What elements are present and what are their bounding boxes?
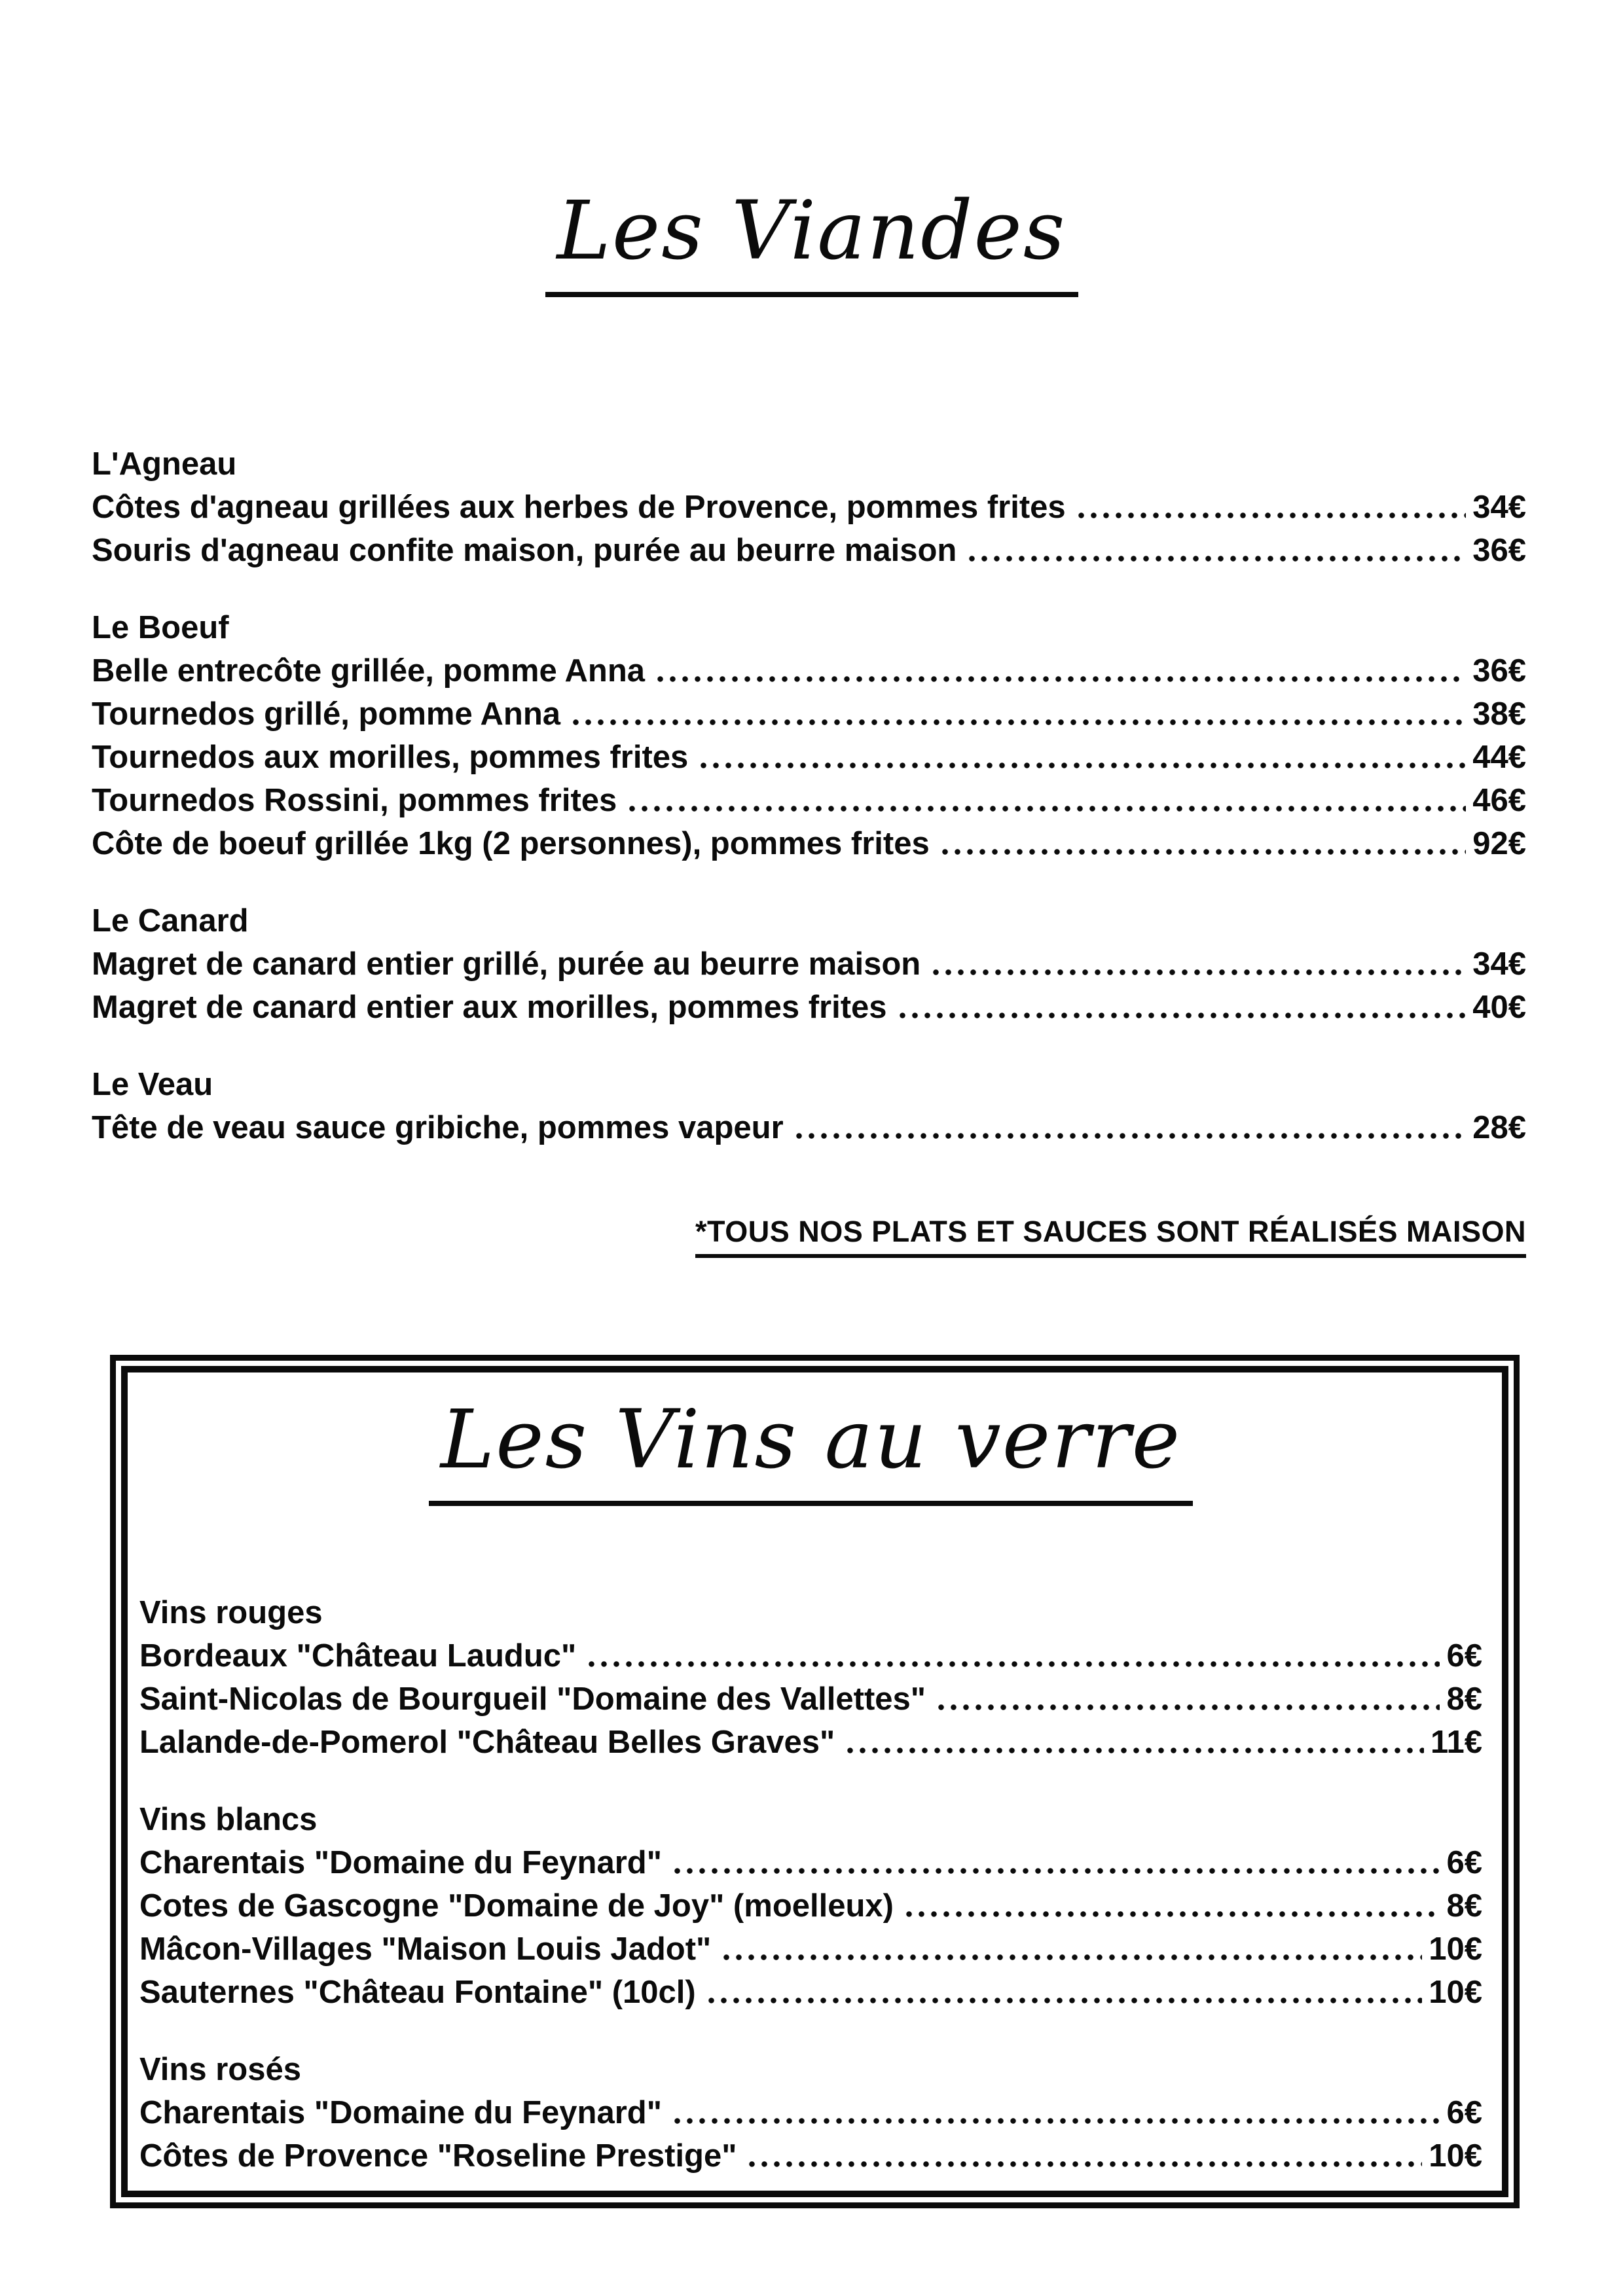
- menu-item: [139, 1971, 1482, 2014]
- dot-leader: [930, 969, 1466, 975]
- dot-leader: [793, 1133, 1467, 1139]
- item-price: 38€: [1472, 696, 1526, 732]
- item-name: Bordeaux "Château Lauduc": [139, 1638, 577, 1674]
- section-heading: L'Agneau: [92, 446, 237, 482]
- menu-item: [92, 822, 1526, 865]
- section-heading: Le Veau: [92, 1067, 213, 1102]
- dot-leader: [939, 849, 1466, 855]
- item-name: Magret de canard entier aux morilles, pommes frites: [92, 990, 887, 1025]
- dot-leader: [935, 1704, 1440, 1710]
- section-heading: Le Boeuf: [92, 610, 229, 645]
- item-name: Souris d'agneau confite maison, purée au beurre maison: [92, 533, 957, 568]
- item-price: 6€: [1446, 1845, 1482, 1880]
- dot-leader: [903, 1911, 1440, 1917]
- dot-leader: [844, 1748, 1424, 1753]
- item-price: 46€: [1472, 783, 1526, 818]
- item-name: Tournedos aux morilles, pommes frites: [92, 740, 689, 775]
- item-price: 28€: [1472, 1110, 1526, 1145]
- menu-item: [139, 1928, 1482, 1971]
- section-vins-blancs: [139, 1798, 1482, 2014]
- dot-leader: [626, 806, 1466, 812]
- item-price: 6€: [1446, 1638, 1482, 1674]
- vins-box-outer-frame: [110, 1355, 1520, 2208]
- menu-item: [92, 1106, 1526, 1149]
- menu-item: [92, 486, 1526, 529]
- menu-item: [92, 529, 1526, 572]
- vins-title: Les Vins au verre: [429, 1391, 1193, 1506]
- item-name: Côtes de Provence "Roseline Prestige": [139, 2138, 737, 2174]
- menu-item: [139, 1721, 1482, 1764]
- section-boeuf: [92, 606, 1526, 865]
- item-name: Côte de boeuf grillée 1kg (2 personnes), pommes frites: [92, 826, 930, 861]
- item-name: Mâcon-Villages "Maison Louis Jadot": [139, 1931, 712, 1967]
- section-heading: Vins blancs: [139, 1802, 318, 1837]
- section-canard: [92, 899, 1526, 1029]
- vins-box-inner-frame: [121, 1366, 1508, 2197]
- dot-leader: [705, 1998, 1423, 2003]
- item-price: 10€: [1429, 1975, 1482, 2010]
- dot-leader: [896, 1013, 1467, 1018]
- item-name: Lalande-de-Pomerol "Château Belles Graves": [139, 1725, 835, 1760]
- item-name: Tournedos Rossini, pommes frites: [92, 783, 617, 818]
- item-name: Belle entrecôte grillée, pomme Anna: [92, 653, 646, 689]
- item-price: 6€: [1446, 2095, 1482, 2130]
- menu-item: [139, 1677, 1482, 1721]
- item-price: 11€: [1430, 1725, 1482, 1760]
- item-price: 92€: [1472, 826, 1526, 861]
- item-name: Charentais "Domaine du Feynard": [139, 1845, 662, 1880]
- dot-leader: [671, 1868, 1440, 1874]
- menu-item: [139, 2091, 1482, 2134]
- section-vins-roses: [139, 2048, 1482, 2178]
- dot-leader: [671, 2118, 1440, 2124]
- viandes-title-wrap: [0, 0, 1623, 297]
- menu-item: [92, 942, 1526, 986]
- dot-leader: [966, 556, 1466, 562]
- item-price: 10€: [1429, 1931, 1482, 1967]
- dot-leader: [585, 1661, 1440, 1667]
- menu-item: [139, 1884, 1482, 1928]
- menu-content: [0, 442, 1623, 2208]
- item-name: Charentais "Domaine du Feynard": [139, 2095, 662, 2130]
- menu-item: [92, 649, 1526, 692]
- item-name: Tournedos grillé, pomme Anna: [92, 696, 561, 732]
- item-price: 8€: [1446, 1681, 1482, 1717]
- item-price: 34€: [1472, 490, 1526, 525]
- dot-leader: [570, 719, 1466, 725]
- section-heading: Vins rouges: [139, 1595, 323, 1630]
- item-price: 8€: [1446, 1888, 1482, 1924]
- item-price: 36€: [1472, 653, 1526, 689]
- item-name: Saint-Nicolas de Bourgueil "Domaine des Vallettes": [139, 1681, 926, 1717]
- item-name: Cotes de Gascogne "Domaine de Joy" (moelleux): [139, 1888, 894, 1924]
- menu-item: [92, 779, 1526, 822]
- section-vins-rouges: [139, 1591, 1482, 1764]
- item-name: Magret de canard entier grillé, purée au beurre maison: [92, 946, 921, 982]
- viandes-sections: [92, 442, 1526, 1149]
- vins-title-wrap: [139, 1382, 1482, 1506]
- dot-leader: [697, 762, 1466, 768]
- menu-item: [139, 1634, 1482, 1677]
- menu-item: [92, 986, 1526, 1029]
- item-price: 36€: [1472, 533, 1526, 568]
- menu-item: [92, 692, 1526, 736]
- item-name: Côtes d'agneau grillées aux herbes de Provence, pommes frites: [92, 490, 1066, 525]
- item-price: 10€: [1429, 2138, 1482, 2174]
- item-price: 40€: [1472, 990, 1526, 1025]
- section-heading: Vins rosés: [139, 2052, 301, 2087]
- item-name: Tête de veau sauce gribiche, pommes vapeur: [92, 1110, 784, 1145]
- dot-leader: [720, 1954, 1422, 1960]
- footnote-row: [92, 1215, 1526, 1258]
- dot-leader: [746, 2161, 1422, 2167]
- menu-item: [139, 1841, 1482, 1884]
- menu-item: [92, 736, 1526, 779]
- item-price: 34€: [1472, 946, 1526, 982]
- section-heading: Le Canard: [92, 903, 249, 939]
- dot-leader: [1075, 512, 1467, 518]
- section-agneau: [92, 442, 1526, 572]
- section-veau: [92, 1063, 1526, 1149]
- vins-sections: [139, 1591, 1482, 2178]
- item-price: 44€: [1472, 740, 1526, 775]
- homemade-footnote: *TOUS NOS PLATS ET SAUCES SONT RÉALISÉS MAISON: [695, 1215, 1526, 1258]
- viandes-title: Les Viandes: [545, 182, 1078, 297]
- menu-item: [139, 2134, 1482, 2178]
- dot-leader: [654, 676, 1466, 682]
- item-name: Sauternes "Château Fontaine" (10cl): [139, 1975, 696, 2010]
